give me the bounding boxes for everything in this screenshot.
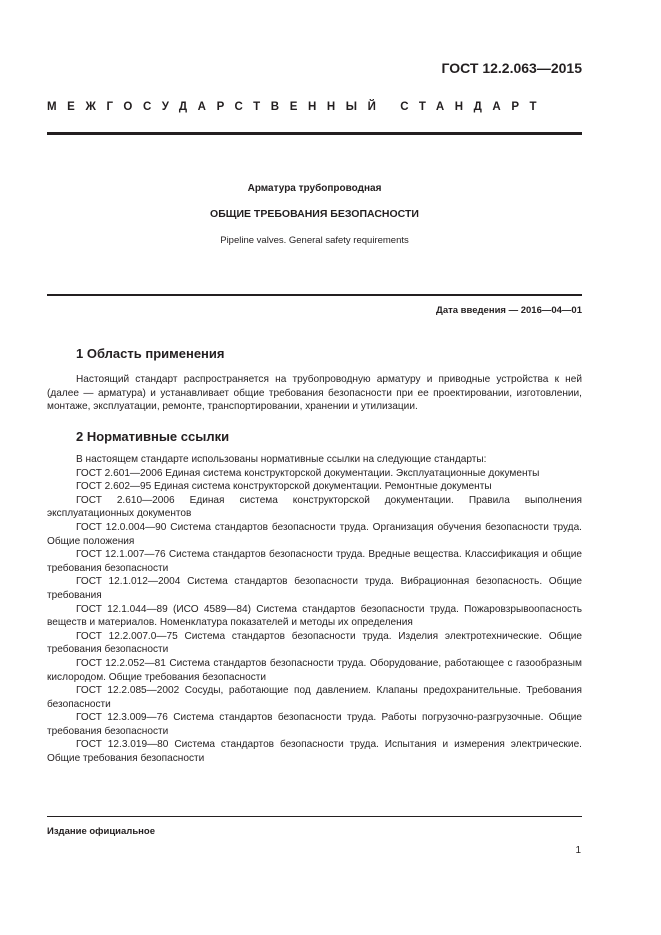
- reference-item: ГОСТ 12.1.007—76 Система стандартов безопасности труда. Вредные вещества. Классификация и общие требования безопасности: [47, 549, 582, 574]
- section-2-body: [47, 453, 582, 766]
- header-rule: [47, 132, 582, 135]
- reference-item: ГОСТ 12.0.004—90 Система стандартов безопасности труда. Организация обучения безопасности труда. Общие положения: [47, 521, 582, 547]
- reference-item: ГОСТ 12.2.085—2002 Сосуды, работающие под давлением. Клапаны предохранительные. Требования безопасности: [47, 685, 582, 710]
- effective-date: Дата введения — 2016—04—01: [436, 305, 582, 316]
- reference-item: ГОСТ 12.3.019—80 Система стандартов безопасности труда. Испытания и измерения электрические. Общие требования безопасности: [47, 739, 582, 765]
- document-title-english: Pipeline valves. General safety requirements: [220, 235, 409, 246]
- reference-item: ГОСТ 12.2.007.0—75 Система стандартов безопасности труда. Изделия электротехнические. Общие требования безопасности: [47, 630, 582, 656]
- standard-number: ГОСТ 12.2.063—2015: [441, 60, 582, 76]
- reference-item: ГОСТ 12.2.052—81 Система стандартов безопасности труда. Оборудование, работающее с газообразным кислородом. Общие требования безопасности: [47, 657, 582, 683]
- title-rule: [47, 294, 582, 296]
- reference-item: ГОСТ 12.3.009—76 Система стандартов безопасности труда. Работы погрузочно-разгрузочные. Общие требования безопасности: [47, 712, 582, 737]
- references-intro: В настоящем стандарте использованы нормативные ссылки на следующие стандарты:: [76, 454, 487, 465]
- reference-item: ГОСТ 2.602—95 Единая система конструкторской документации. Ремонтные документы: [76, 481, 492, 493]
- section-1-heading: 1 Область применения: [76, 346, 225, 361]
- document-subtitle: Арматура трубопроводная: [247, 183, 382, 194]
- official-edition-label: Издание официальное: [47, 826, 155, 837]
- reference-item: ГОСТ 12.1.044—89 (ИСО 4589—84) Система стандартов безопасности труда. Пожаровзрывоопасность веществ и материалов. Номенклатура показателей и методы их определения: [47, 603, 582, 629]
- page-number: 1: [575, 845, 581, 856]
- interstate-standard-label: МЕЖГОСУДАРСТВЕННЫЙ СТАНДАРТ: [47, 101, 548, 113]
- section-1-paragraph: Настоящий стандарт распространяется на трубопроводную арматуру и приводные устройства к ней (далее — арматура) и устанавливает общие требования безопасности при ее проектировании, изготовлении, монтаже, эксплуатации, ремонте, транспортировании, хранении и утилизации.: [47, 374, 582, 413]
- section-1-body: [47, 373, 582, 414]
- reference-item: ГОСТ 2.610—2006 Единая система конструкторской документации. Правила выполнения эксплуатационных документов: [47, 494, 582, 520]
- reference-item: ГОСТ 2.601—2006 Единая система конструкторской документации. Эксплуатационные документы: [76, 467, 540, 479]
- footer-rule: [47, 816, 582, 817]
- section-2-heading: 2 Нормативные ссылки: [76, 429, 230, 444]
- reference-item: ГОСТ 12.1.012—2004 Система стандартов безопасности труда. Вибрационная безопасность. Общие требования: [47, 576, 582, 601]
- document-title: ОБЩИЕ ТРЕБОВАНИЯ БЕЗОПАСНОСТИ: [210, 208, 419, 220]
